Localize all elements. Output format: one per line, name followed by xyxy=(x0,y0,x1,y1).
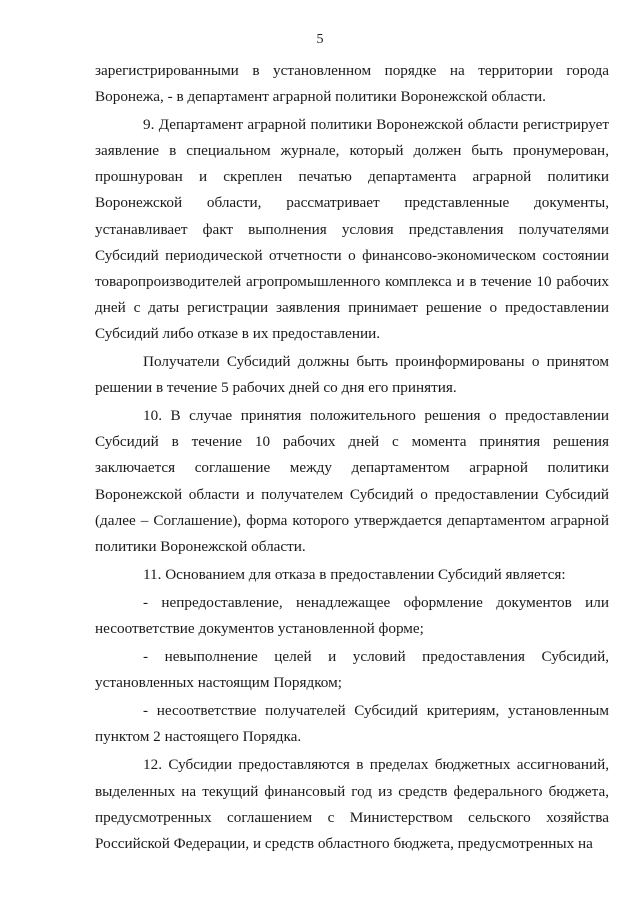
paragraph-item-9: 9. Департамент аграрной политики Воронежской области регистрирует заявление в специальном журнале, который должен быть пронумерован, прошнурован и скреплен печатью департамента аграрной политики Воронежской области, рассматривает представленные документы, устанавливает факт выполнения условия представления получателями Субсидий периодической отчетности о финансово-экономическом состоянии товаропроизводителей агропромышленного комплекса и в течение 10 рабочих дней с даты регистрации заявления принимает решение о предоставлении Субсидий либо отказе в их предоставлении. xyxy=(95,116,609,342)
paragraph-refusal-reason-1: - непредоставление, ненадлежащее оформление документов или несоответствие документов установленной форме; xyxy=(95,593,609,637)
paragraph-continuation: зарегистрированными в установленном порядке на территории города Воронежа, - в департамент аграрной политики Воронежской области. xyxy=(95,62,609,106)
paragraph-item-11: 11. Основанием для отказа в предоставлении Субсидий является: xyxy=(143,565,566,583)
paragraph-notification: Получатели Субсидий должны быть проинформированы о принятом решении в течение 5 рабочих дней со дня его принятия. xyxy=(95,353,609,397)
paragraph-item-10: 10. В случае принятия положительного решения о предоставлении Субсидий в течение 10 рабочих дней с момента принятия решения заключается соглашение между департаментом аграрной политики Воронежской области и получателем Субсидий о предоставлении Субсидий (далее – Соглашение), форма которого утверждается департаментом аграрной политики Воронежской области. xyxy=(95,407,609,555)
paragraph-item-12: 12. Субсидии предоставляются в пределах бюджетных ассигнований, выделенных на текущий финансовый год из средств федерального бюджета, предусмотренных соглашением с Министерством сельского хозяйства Российской Федерации, и средств областного бюджета, предусмотренных на xyxy=(95,756,609,852)
paragraph-refusal-reason-2: - невыполнение целей и условий предоставления Субсидий, установленных настоящим Порядком; xyxy=(95,648,609,692)
document-body xyxy=(95,58,609,857)
page-number: 5 xyxy=(316,32,324,47)
paragraph-refusal-reason-3: - несоответствие получателей Субсидий критериям, установленным пунктом 2 настоящего Порядка. xyxy=(95,702,609,746)
